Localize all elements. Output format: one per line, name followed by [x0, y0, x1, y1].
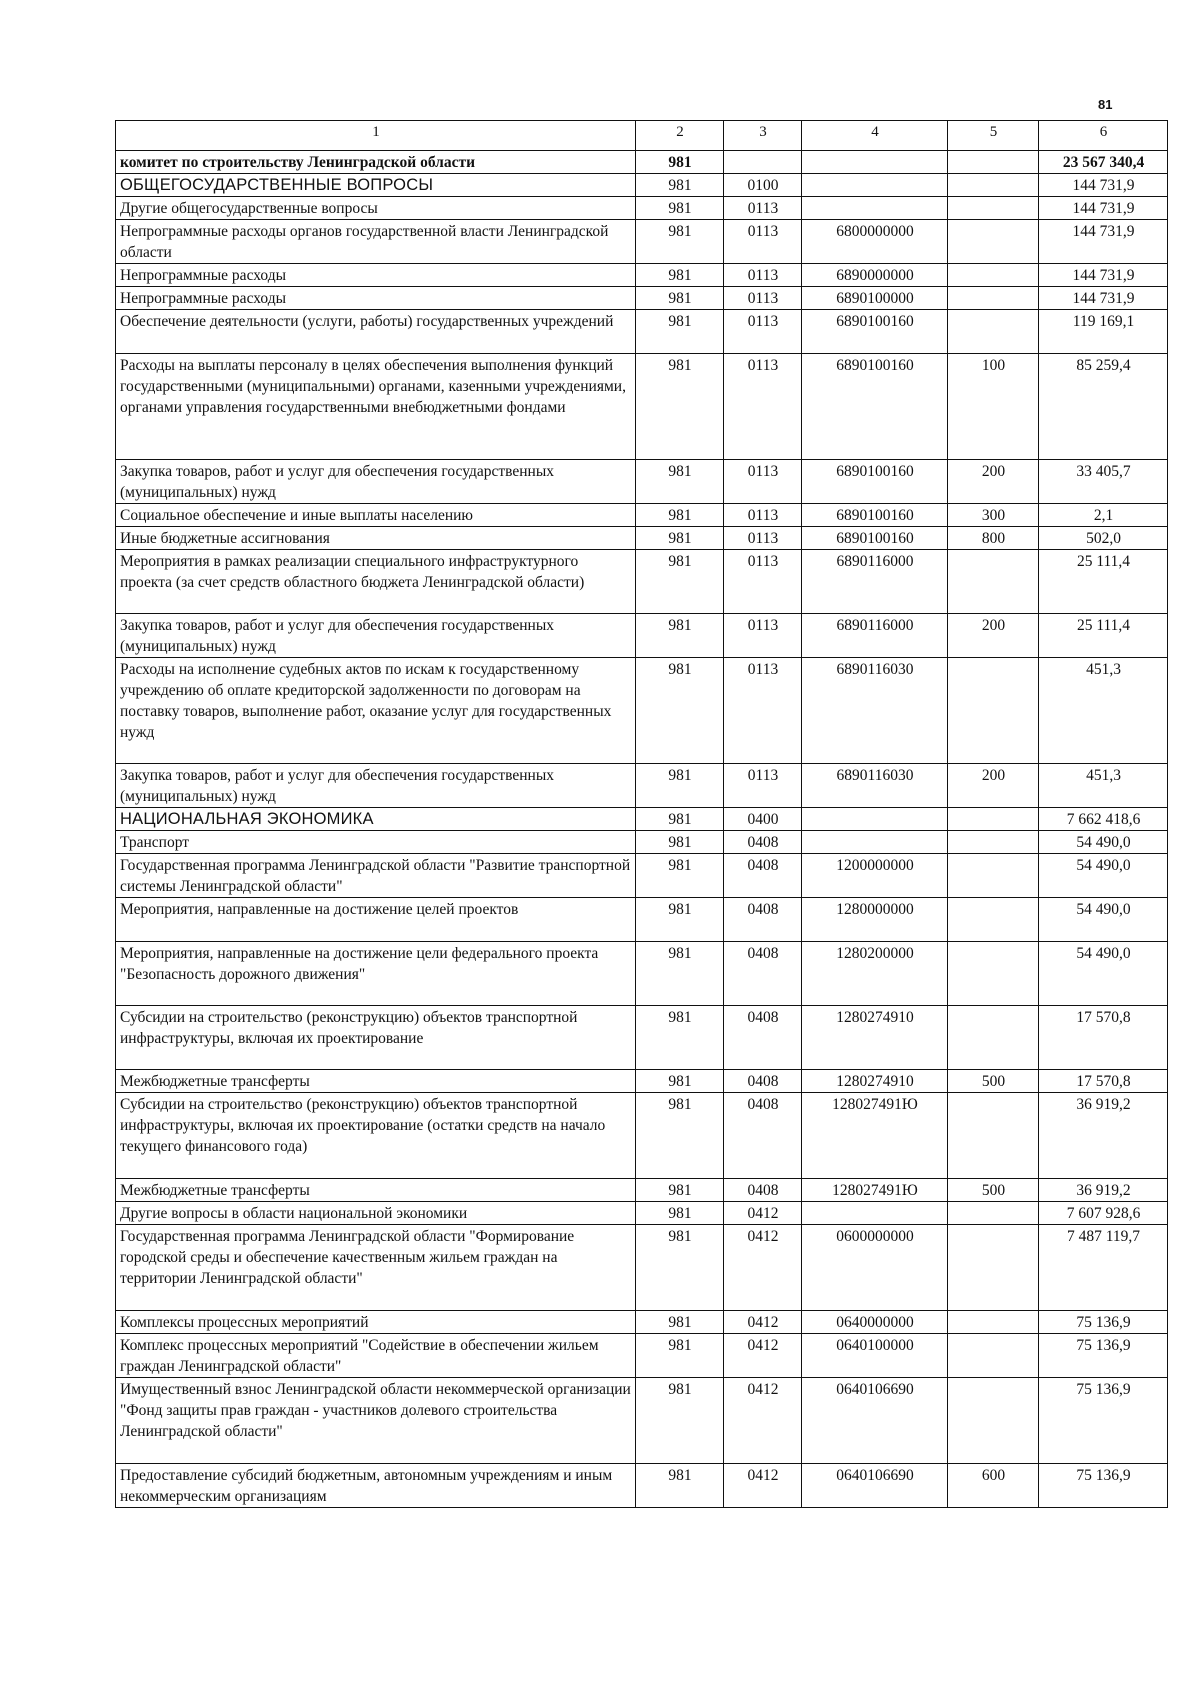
table-row	[116, 310, 1168, 354]
table-row	[116, 1378, 1168, 1464]
row-section-code-cell: 0412	[724, 1225, 802, 1311]
row-section-code-cell: 0408	[724, 1006, 802, 1070]
row-amount-cell: 75 136,9	[1039, 1311, 1168, 1334]
row-target-article-cell	[802, 831, 948, 854]
row-admin-code-cell: 981	[636, 264, 724, 287]
row-target-article-cell: 0600000000	[802, 1225, 948, 1311]
table-row	[116, 658, 1168, 764]
row-section-code-cell: 0408	[724, 854, 802, 898]
row-name-cell: Мероприятия, направленные на достижение целей проектов	[116, 898, 636, 942]
row-expense-type-cell: 200	[948, 614, 1039, 658]
table-row	[116, 831, 1168, 854]
row-admin-code-cell: 981	[636, 1464, 724, 1508]
row-name-cell: НАЦИОНАЛЬНАЯ ЭКОНОМИКА	[116, 808, 636, 831]
row-name-cell: Имущественный взнос Ленинградской области некоммерческой организации "Фонд защиты прав граждан - участников долевого строительства Ленинградской области"	[116, 1378, 636, 1464]
row-amount-cell: 119 169,1	[1039, 310, 1168, 354]
table-header-row	[116, 121, 1168, 151]
row-name-cell: ОБЩЕГОСУДАРСТВЕННЫЕ ВОПРОСЫ	[116, 174, 636, 197]
row-section-code-cell: 0113	[724, 197, 802, 220]
row-section-code-cell: 0113	[724, 264, 802, 287]
row-name-cell: Транспорт	[116, 831, 636, 854]
table-row	[116, 1070, 1168, 1093]
row-target-article-cell: 6890116000	[802, 614, 948, 658]
row-amount-cell: 85 259,4	[1039, 354, 1168, 460]
row-admin-code-cell: 981	[636, 504, 724, 527]
row-section-code-cell: 0412	[724, 1334, 802, 1378]
row-expense-type-cell	[948, 808, 1039, 831]
row-name-cell: Закупка товаров, работ и услуг для обеспечения государственных (муниципальных) нужд	[116, 614, 636, 658]
row-target-article-cell: 0640100000	[802, 1334, 948, 1378]
row-admin-code-cell: 981	[636, 1070, 724, 1093]
row-name-cell: Расходы на исполнение судебных актов по искам к государственному учреждению об оплате кредиторской задолженности по договорам на поставку товаров, выполнение работ, оказание услуг для государственных нужд	[116, 658, 636, 764]
row-target-article-cell	[802, 174, 948, 197]
table-row	[116, 460, 1168, 504]
row-amount-cell: 7 662 418,6	[1039, 808, 1168, 831]
row-target-article-cell: 0640000000	[802, 1311, 948, 1334]
table-row	[116, 1464, 1168, 1508]
row-admin-code-cell: 981	[636, 527, 724, 550]
row-name-cell: Государственная программа Ленинградской области "Формирование городской среды и обеспечение качественным жильем граждан на территории Ленинградской области"	[116, 1225, 636, 1311]
row-expense-type-cell	[948, 1202, 1039, 1225]
row-name-cell: Закупка товаров, работ и услуг для обеспечения государственных (муниципальных) нужд	[116, 460, 636, 504]
row-target-article-cell: 1280274910	[802, 1070, 948, 1093]
row-expense-type-cell	[948, 1334, 1039, 1378]
row-amount-cell: 451,3	[1039, 764, 1168, 808]
row-expense-type-cell: 500	[948, 1179, 1039, 1202]
budget-table	[115, 120, 1168, 1508]
row-expense-type-cell	[948, 1311, 1039, 1334]
row-target-article-cell: 6890100160	[802, 504, 948, 527]
row-target-article-cell: 6800000000	[802, 220, 948, 264]
row-amount-cell: 7 487 119,7	[1039, 1225, 1168, 1311]
row-expense-type-cell	[948, 942, 1039, 1006]
row-expense-type-cell: 600	[948, 1464, 1039, 1508]
table-row	[116, 1179, 1168, 1202]
row-target-article-cell: 6890116030	[802, 764, 948, 808]
row-expense-type-cell	[948, 310, 1039, 354]
row-section-code-cell: 0113	[724, 287, 802, 310]
row-admin-code-cell: 981	[636, 550, 724, 614]
row-name-cell: Мероприятия в рамках реализации специального инфраструктурного проекта (за счет средств областного бюджета Ленинградской области)	[116, 550, 636, 614]
row-amount-cell: 451,3	[1039, 658, 1168, 764]
row-admin-code-cell: 981	[636, 310, 724, 354]
row-expense-type-cell	[948, 220, 1039, 264]
row-target-article-cell: 128027491Ю	[802, 1179, 948, 1202]
table-row	[116, 151, 1168, 174]
table-row	[116, 220, 1168, 264]
row-expense-type-cell	[948, 174, 1039, 197]
row-section-code-cell: 0412	[724, 1464, 802, 1508]
row-admin-code-cell: 981	[636, 898, 724, 942]
row-amount-cell: 54 490,0	[1039, 831, 1168, 854]
row-admin-code-cell: 981	[636, 658, 724, 764]
row-target-article-cell	[802, 151, 948, 174]
row-admin-code-cell: 981	[636, 220, 724, 264]
row-section-code-cell: 0408	[724, 942, 802, 1006]
row-section-code-cell: 0100	[724, 174, 802, 197]
header-col-4: 4	[802, 121, 948, 151]
row-section-code-cell: 0113	[724, 658, 802, 764]
row-target-article-cell: 6890000000	[802, 264, 948, 287]
row-target-article-cell: 6890100160	[802, 310, 948, 354]
row-admin-code-cell: 981	[636, 942, 724, 1006]
row-amount-cell: 502,0	[1039, 527, 1168, 550]
row-admin-code-cell: 981	[636, 1334, 724, 1378]
row-amount-cell: 144 731,9	[1039, 220, 1168, 264]
row-target-article-cell: 1200000000	[802, 854, 948, 898]
row-expense-type-cell	[948, 550, 1039, 614]
row-expense-type-cell: 300	[948, 504, 1039, 527]
row-target-article-cell: 1280000000	[802, 898, 948, 942]
row-name-cell: Другие вопросы в области национальной экономики	[116, 1202, 636, 1225]
row-amount-cell: 54 490,0	[1039, 898, 1168, 942]
row-amount-cell: 17 570,8	[1039, 1006, 1168, 1070]
header-col-2: 2	[636, 121, 724, 151]
header-col-6: 6	[1039, 121, 1168, 151]
row-amount-cell: 36 919,2	[1039, 1179, 1168, 1202]
table-row	[116, 287, 1168, 310]
row-expense-type-cell: 200	[948, 460, 1039, 504]
row-section-code-cell: 0412	[724, 1311, 802, 1334]
row-target-article-cell: 6890100160	[802, 527, 948, 550]
row-name-cell: Межбюджетные трансферты	[116, 1179, 636, 1202]
row-expense-type-cell: 100	[948, 354, 1039, 460]
row-amount-cell: 25 111,4	[1039, 614, 1168, 658]
row-admin-code-cell: 981	[636, 1093, 724, 1179]
table-row	[116, 1225, 1168, 1311]
row-section-code-cell: 0408	[724, 898, 802, 942]
row-amount-cell: 144 731,9	[1039, 287, 1168, 310]
row-admin-code-cell: 981	[636, 354, 724, 460]
table-row	[116, 504, 1168, 527]
row-name-cell: Расходы на выплаты персоналу в целях обеспечения выполнения функций государственными (муниципальными) органами, казенными учреждениями, органами управления государственными внебюджетными фондами	[116, 354, 636, 460]
row-section-code-cell	[724, 151, 802, 174]
table-row	[116, 854, 1168, 898]
header-col-1: 1	[116, 121, 636, 151]
row-target-article-cell	[802, 197, 948, 220]
row-expense-type-cell: 200	[948, 764, 1039, 808]
table-row	[116, 354, 1168, 460]
row-amount-cell: 25 111,4	[1039, 550, 1168, 614]
row-section-code-cell: 0408	[724, 831, 802, 854]
row-admin-code-cell: 981	[636, 854, 724, 898]
row-section-code-cell: 0412	[724, 1202, 802, 1225]
page-number: 81	[1098, 97, 1113, 112]
row-name-cell: Социальное обеспечение и иные выплаты населению	[116, 504, 636, 527]
row-expense-type-cell	[948, 854, 1039, 898]
header-col-3: 3	[724, 121, 802, 151]
row-name-cell: Субсидии на строительство (реконструкцию) объектов транспортной инфраструктуры, включая их проектирование	[116, 1006, 636, 1070]
row-name-cell: Закупка товаров, работ и услуг для обеспечения государственных (муниципальных) нужд	[116, 764, 636, 808]
row-expense-type-cell	[948, 1006, 1039, 1070]
budget-table-body	[116, 121, 1168, 1508]
row-expense-type-cell: 500	[948, 1070, 1039, 1093]
row-amount-cell: 54 490,0	[1039, 854, 1168, 898]
row-target-article-cell: 1280200000	[802, 942, 948, 1006]
row-admin-code-cell: 981	[636, 1378, 724, 1464]
row-target-article-cell: 0640106690	[802, 1378, 948, 1464]
row-name-cell: Комплексы процессных мероприятий	[116, 1311, 636, 1334]
table-row	[116, 1202, 1168, 1225]
row-section-code-cell: 0113	[724, 310, 802, 354]
row-amount-cell: 144 731,9	[1039, 174, 1168, 197]
table-row	[116, 1334, 1168, 1378]
row-amount-cell: 36 919,2	[1039, 1093, 1168, 1179]
table-row	[116, 942, 1168, 1006]
row-name-cell: Непрограммные расходы	[116, 264, 636, 287]
table-row	[116, 614, 1168, 658]
row-amount-cell: 23 567 340,4	[1039, 151, 1168, 174]
row-amount-cell: 75 136,9	[1039, 1334, 1168, 1378]
row-admin-code-cell: 981	[636, 1202, 724, 1225]
row-name-cell: Иные бюджетные ассигнования	[116, 527, 636, 550]
row-section-code-cell: 0113	[724, 504, 802, 527]
row-expense-type-cell	[948, 151, 1039, 174]
table-row	[116, 1093, 1168, 1179]
row-amount-cell: 144 731,9	[1039, 264, 1168, 287]
row-name-cell: комитет по строительству Ленинградской области	[116, 151, 636, 174]
table-row	[116, 898, 1168, 942]
row-expense-type-cell	[948, 831, 1039, 854]
table-row	[116, 1006, 1168, 1070]
row-admin-code-cell: 981	[636, 1225, 724, 1311]
row-admin-code-cell: 981	[636, 808, 724, 831]
row-admin-code-cell: 981	[636, 764, 724, 808]
row-expense-type-cell	[948, 1093, 1039, 1179]
row-amount-cell: 2,1	[1039, 504, 1168, 527]
row-expense-type-cell	[948, 287, 1039, 310]
row-name-cell: Другие общегосударственные вопросы	[116, 197, 636, 220]
table-row	[116, 1311, 1168, 1334]
row-admin-code-cell: 981	[636, 174, 724, 197]
row-amount-cell: 54 490,0	[1039, 942, 1168, 1006]
row-target-article-cell: 6890116000	[802, 550, 948, 614]
row-section-code-cell: 0113	[724, 550, 802, 614]
row-target-article-cell: 1280274910	[802, 1006, 948, 1070]
row-admin-code-cell: 981	[636, 287, 724, 310]
table-row	[116, 527, 1168, 550]
row-admin-code-cell: 981	[636, 614, 724, 658]
row-target-article-cell: 6890100160	[802, 354, 948, 460]
row-section-code-cell: 0408	[724, 1093, 802, 1179]
row-amount-cell: 17 570,8	[1039, 1070, 1168, 1093]
header-col-5: 5	[948, 121, 1039, 151]
table-row	[116, 197, 1168, 220]
row-name-cell: Непрограммные расходы органов государственной власти Ленинградской области	[116, 220, 636, 264]
row-admin-code-cell: 981	[636, 1006, 724, 1070]
row-name-cell: Мероприятия, направленные на достижение цели федерального проекта "Безопасность дорожного движения"	[116, 942, 636, 1006]
row-section-code-cell: 0412	[724, 1378, 802, 1464]
row-target-article-cell: 6890116030	[802, 658, 948, 764]
row-admin-code-cell: 981	[636, 831, 724, 854]
row-target-article-cell: 6890100160	[802, 460, 948, 504]
table-row	[116, 550, 1168, 614]
row-section-code-cell: 0113	[724, 527, 802, 550]
row-target-article-cell	[802, 1202, 948, 1225]
row-section-code-cell: 0408	[724, 1070, 802, 1093]
table-row	[116, 764, 1168, 808]
row-section-code-cell: 0113	[724, 764, 802, 808]
table-row	[116, 808, 1168, 831]
row-amount-cell: 7 607 928,6	[1039, 1202, 1168, 1225]
row-expense-type-cell	[948, 264, 1039, 287]
row-expense-type-cell: 800	[948, 527, 1039, 550]
row-section-code-cell: 0408	[724, 1179, 802, 1202]
row-name-cell: Непрограммные расходы	[116, 287, 636, 310]
row-name-cell: Обеспечение деятельности (услуги, работы) государственных учреждений	[116, 310, 636, 354]
row-expense-type-cell	[948, 898, 1039, 942]
table-row	[116, 264, 1168, 287]
row-expense-type-cell	[948, 197, 1039, 220]
row-amount-cell: 33 405,7	[1039, 460, 1168, 504]
row-admin-code-cell: 981	[636, 197, 724, 220]
row-target-article-cell: 6890100000	[802, 287, 948, 310]
row-amount-cell: 144 731,9	[1039, 197, 1168, 220]
row-admin-code-cell: 981	[636, 151, 724, 174]
row-amount-cell: 75 136,9	[1039, 1464, 1168, 1508]
row-section-code-cell: 0113	[724, 460, 802, 504]
row-section-code-cell: 0113	[724, 614, 802, 658]
row-name-cell: Субсидии на строительство (реконструкцию) объектов транспортной инфраструктуры, включая их проектирование (остатки средств на начало текущего финансового года)	[116, 1093, 636, 1179]
row-section-code-cell: 0113	[724, 220, 802, 264]
row-expense-type-cell	[948, 1378, 1039, 1464]
row-target-article-cell: 0640106690	[802, 1464, 948, 1508]
row-expense-type-cell	[948, 658, 1039, 764]
row-section-code-cell: 0400	[724, 808, 802, 831]
row-admin-code-cell: 981	[636, 1179, 724, 1202]
row-expense-type-cell	[948, 1225, 1039, 1311]
row-target-article-cell	[802, 808, 948, 831]
table-row	[116, 174, 1168, 197]
row-amount-cell: 75 136,9	[1039, 1378, 1168, 1464]
row-admin-code-cell: 981	[636, 1311, 724, 1334]
row-target-article-cell: 128027491Ю	[802, 1093, 948, 1179]
row-name-cell: Комплекс процессных мероприятий "Содействие в обеспечении жильем граждан Ленинградской области"	[116, 1334, 636, 1378]
row-name-cell: Предоставление субсидий бюджетным, автономным учреждениям и иным некоммерческим организациям	[116, 1464, 636, 1508]
row-section-code-cell: 0113	[724, 354, 802, 460]
row-admin-code-cell: 981	[636, 460, 724, 504]
row-name-cell: Межбюджетные трансферты	[116, 1070, 636, 1093]
row-name-cell: Государственная программа Ленинградской области "Развитие транспортной системы Ленинградской области"	[116, 854, 636, 898]
